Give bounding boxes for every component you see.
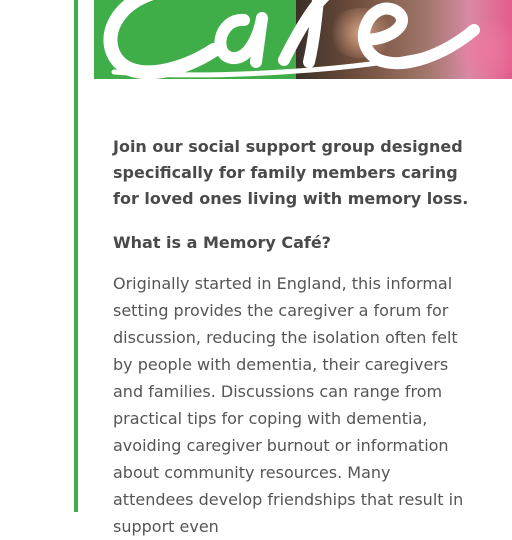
cafe-script-logo: [94, 0, 512, 79]
intro-paragraph: Join our social support group designed specifically for family members caring for loved ones living with memory loss.: [113, 137, 469, 208]
memory-cafe-banner: [94, 0, 512, 79]
body-paragraph: Originally started in England, this informal setting provides the caregiver a forum for discussion, reducing the isolation often felt by people with dementia, their caregivers and families. Discussions can range from practical tips for coping with dementia, avoiding caregiver burnout or information about community resources. Many attendees develop friendships that result in support even: [113, 274, 464, 536]
main-content: [113, 134, 473, 540]
section-heading: What is a Memory Café?: [113, 233, 331, 252]
left-accent-rule: [74, 0, 78, 512]
